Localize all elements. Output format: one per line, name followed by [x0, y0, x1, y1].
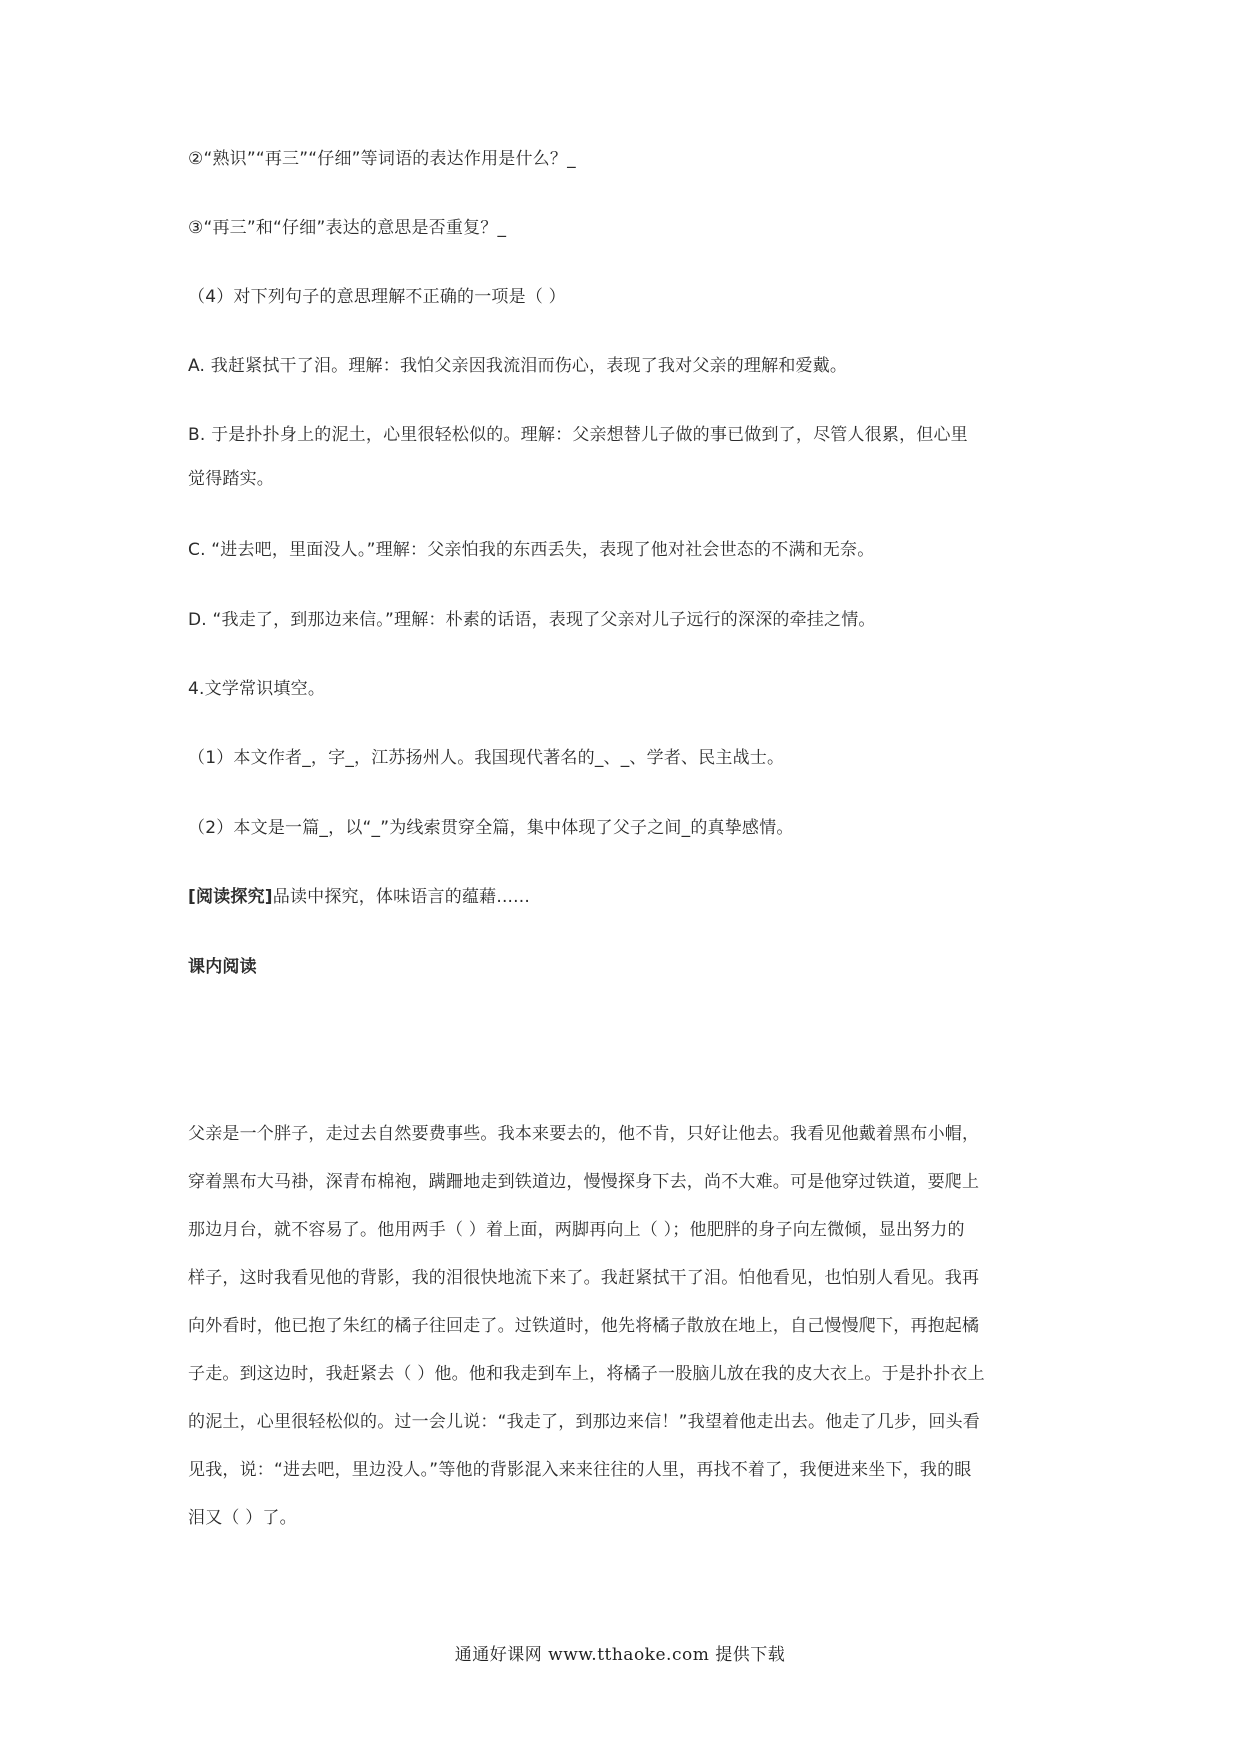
- reading-explore-label: [阅读探究]: [188, 887, 273, 907]
- passage-line: 子走。到这边时，我赶紧去（ ）他。他和我走到车上，将橘子一股脑儿放在我的皮大衣上。于是扑扑衣上: [188, 1364, 985, 1384]
- option-a: A. 我赶紧拭干了泪。理解：我怕父亲因我流泪而伤心，表现了我对父亲的理解和爱戴。: [188, 356, 848, 376]
- passage-line: 见我，说：“进去吧，里边没人。”等他的背影混入来来往往的人里，再找不着了，我便进来坐下，我的眼: [188, 1460, 972, 1480]
- reading-explore-line: [188, 885, 1068, 909]
- reading-explore-text: 品读中探究，体味语言的蕴藉......: [272, 887, 530, 907]
- passage-line: 那边月台，就不容易了。他用两手（ ）着上面，两脚再向上（ ）；他肥胖的身子向左微倾，显出努力的: [188, 1220, 965, 1240]
- passage-line: 泪又（ ）了。: [188, 1508, 297, 1528]
- question-4-stem: （4）对下列句子的意思理解不正确的一项是（ ）: [188, 287, 566, 307]
- literature-blank-1: （1）本文作者_，字_，江苏扬州人。我国现代著名的_、_、学者、民主战士。: [188, 748, 785, 768]
- option-b-line-2: 觉得踏实。: [188, 469, 274, 489]
- literature-question-title: 4.文学常识填空。: [188, 679, 326, 699]
- passage-line: 样子，这时我看见他的背影，我的泪很快地流下来了。我赶紧拭干了泪。怕他看见，也怕别人看见。我再: [188, 1268, 980, 1288]
- option-b-line-1: B. 于是扑扑身上的泥土，心里很轻松似的。理解：父亲想替儿子做的事已做到了，尽管人很累，但心里: [188, 425, 968, 445]
- option-c: C. “进去吧，里面没人。”理解：父亲怕我的东西丢失，表现了他对社会世态的不满和无奈。: [188, 540, 875, 560]
- passage-line: 父亲是一个胖子，走过去自然要费事些。我本来要去的，他不肯，只好让他去。我看见他戴着黑布小帽，: [188, 1124, 980, 1144]
- option-d: D. “我走了，到那边来信。”理解：朴素的话语，表现了父亲对儿子远行的深深的牵挂之情。: [188, 610, 876, 630]
- passage-line: 的泥土，心里很轻松似的。过一会儿说：“我走了，到那边来信！”我望着他走出去。他走了几步，回头看: [188, 1412, 981, 1432]
- question-2: ②“熟识”“再三”“仔细”等词语的表达作用是什么？_: [188, 149, 576, 169]
- passage-line: 向外看时，他已抱了朱红的橘子往回走了。过铁道时，他先将橘子散放在地上，自己慢慢爬下，再抱起橘: [188, 1316, 980, 1336]
- page-footer: 通通好课网 www.tthaoke.com 提供下载: [454, 1645, 786, 1665]
- passage-line: 穿着黑布大马褂，深青布棉袍，蹒跚地走到铁道边，慢慢探身下去，尚不大难。可是他穿过铁道，要爬上: [188, 1172, 980, 1192]
- reading-passage: [188, 1122, 1068, 1554]
- question-3: ③“再三”和“仔细”表达的意思是否重复？_: [188, 218, 507, 238]
- section-title: 课内阅读: [188, 957, 257, 977]
- literature-blank-2: （2）本文是一篇_，以“_”为线索贯穿全篇，集中体现了父子之间_的真挚感情。: [188, 818, 794, 838]
